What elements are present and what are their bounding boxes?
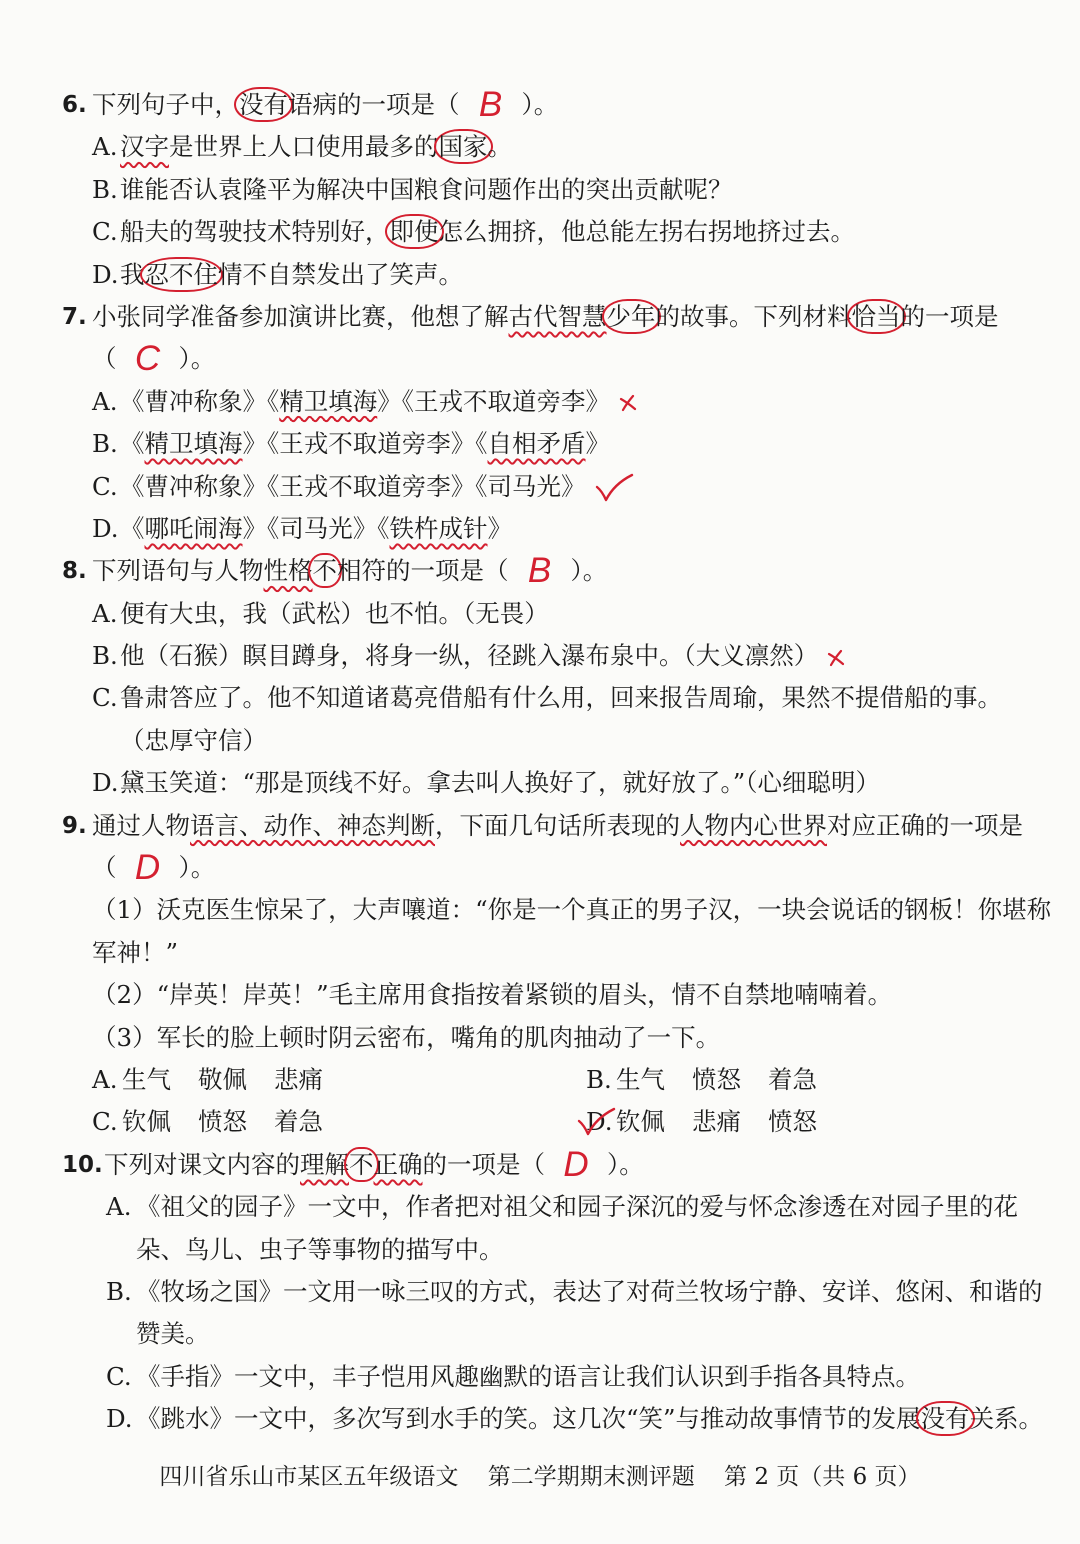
- option-label: C.: [92, 1107, 118, 1137]
- option-line: [120, 635, 1080, 677]
- option-row: [0, 1101, 1080, 1143]
- sub-item-line: [92, 889, 1080, 931]
- circled-text: 恰当: [847, 299, 906, 334]
- option-line: [136, 1271, 1080, 1313]
- question-9: [0, 805, 1080, 1144]
- option-10-b: [0, 1271, 1080, 1356]
- circled-text: 不: [344, 1147, 379, 1182]
- circled-text: 国家: [434, 129, 493, 164]
- text-segment: 的一项是: [422, 1149, 521, 1179]
- answer-blank-close: ）。: [178, 853, 216, 883]
- text-segment: 》《王戎不取道旁李》: [377, 386, 610, 416]
- option-label: C.: [92, 471, 118, 501]
- question-stem-line: [0, 847, 1080, 889]
- option-line: [120, 423, 1080, 465]
- option-word: 愤怒: [692, 1064, 741, 1094]
- text-segment: 谁能否认袁隆平为解决中国粮食问题作出的突出贡献呢？: [120, 174, 733, 204]
- option-label: D.: [586, 1107, 613, 1137]
- option-label: D.: [106, 1404, 133, 1434]
- question-10: [0, 1144, 1080, 1441]
- underlined-text: 汉字: [120, 132, 169, 162]
- option-9-a: [92, 1059, 586, 1101]
- text-segment: 怎么拥挤，他总能左拐右拐地挤过去。: [438, 217, 855, 247]
- circled-text: 忍不住: [140, 257, 224, 292]
- option-word: 着急: [768, 1064, 817, 1094]
- option-word: 生气: [122, 1064, 171, 1094]
- footer-exam-region: 四川省乐山市某区五年级语文: [159, 1464, 459, 1490]
- question-number: 9.: [62, 812, 87, 839]
- option-line: [136, 1356, 1080, 1398]
- option-label: A.: [106, 1192, 132, 1222]
- text-segment: 。: [487, 132, 512, 162]
- option-6-d: [0, 254, 1080, 296]
- question-number: 7.: [62, 303, 87, 330]
- answer-blank-close: ）。: [178, 344, 216, 374]
- option-line: [120, 169, 1080, 211]
- underlined-text: 正确: [373, 1149, 423, 1179]
- question-stem-line: [0, 296, 1080, 338]
- underlined-text: 精卫填海: [144, 429, 243, 459]
- option-label: A.: [92, 598, 118, 628]
- option-6-b: [0, 169, 1080, 211]
- option-10-a: [0, 1186, 1080, 1271]
- option-9-d: [586, 1101, 1080, 1143]
- underlined-text: 性格: [263, 556, 313, 586]
- question-stem-line: [0, 84, 1080, 126]
- text-segment: 《祖父的园子》一文中，作者把对祖父和园子深沉的爱与怀念渗透在对园子里的花: [136, 1192, 1018, 1222]
- question-6: [0, 84, 1080, 296]
- text-segment: 《: [120, 513, 145, 543]
- option-6-a: [0, 126, 1080, 168]
- circled-text: 没有: [234, 87, 293, 122]
- option-line: [120, 762, 1080, 804]
- answer-blank-open: （: [435, 90, 460, 119]
- underlined-text: 哪吒闹海: [144, 513, 243, 543]
- page-footer: [0, 1460, 1080, 1494]
- option-word: 敬佩: [198, 1064, 247, 1094]
- option-label: A.: [92, 132, 118, 162]
- option-9-c: [92, 1101, 586, 1143]
- text-segment: 的故事。下列材料: [655, 301, 852, 331]
- text-segment: 》《王戎不取道旁李》《: [242, 429, 488, 459]
- text-segment: 《曹冲称象》《王戎不取道旁李》《司马光》: [120, 471, 586, 501]
- text-segment: 沃克医生惊呆了，大声嚷道：“你是一个真正的男子汉，一块会说话的钢板！你堪称: [156, 895, 1052, 925]
- option-7-a: [0, 381, 1080, 423]
- text-segment: 》《司马光》《: [242, 513, 390, 543]
- option-line: [120, 508, 1080, 550]
- underlined-text: 人物内心世界: [680, 810, 827, 840]
- footer-page-number: 第 2 页（共 6 页）: [724, 1464, 921, 1490]
- text-segment: 《曹冲称象》《: [120, 386, 280, 416]
- option-label: D.: [92, 768, 119, 798]
- option-word: 悲痛: [274, 1064, 323, 1094]
- text-segment: 下列句子中，: [92, 90, 239, 119]
- sub-item-line: [92, 1017, 1080, 1059]
- text-segment: 《: [120, 429, 145, 459]
- text-segment: 关系。: [969, 1404, 1044, 1434]
- underlined-text: 精卫填海: [279, 386, 378, 416]
- circled-text: 没有: [916, 1401, 975, 1436]
- question-number: 10.: [62, 1151, 103, 1178]
- option-label: D.: [92, 513, 119, 543]
- text-segment: 《跳水》一文中，多次写到水手的笑。这几次“笑”与推动故事情节的发展: [136, 1404, 921, 1434]
- option-line: [120, 677, 1080, 719]
- option-line: [120, 466, 1080, 508]
- text-segment: 船夫的驾驶技术特别好，: [120, 217, 390, 247]
- underlined-text: 语言、动作、神态判断: [190, 810, 435, 840]
- text-segment: 鲁肃答应了。他不知道诸葛亮借船有什么用，回来报告周瑜，果然不提借船的事。: [120, 683, 1002, 713]
- answer-blank-open: （: [520, 1149, 545, 1179]
- text-segment: 军长的脸上顿时阴云密布，嘴角的肌肉抽动了一下。: [156, 1022, 721, 1052]
- option-line: [136, 1398, 1080, 1440]
- option-10-c: [0, 1356, 1080, 1398]
- question-stem-line: [0, 338, 1080, 380]
- cross-mark-icon: [618, 394, 638, 412]
- underlined-text: 铁杵成针: [389, 513, 488, 543]
- option-line: [120, 593, 1080, 635]
- underlined-text: 古代智慧: [508, 301, 607, 331]
- cross-mark-icon: [826, 649, 846, 667]
- option-word: 悲痛: [692, 1107, 741, 1137]
- sub-item-label: （2）: [92, 980, 157, 1010]
- option-7-c: [0, 466, 1080, 508]
- option-label: A.: [92, 386, 118, 416]
- question-stem-line: [0, 1144, 1080, 1186]
- option-line: [120, 254, 1080, 296]
- sub-item-label: （1）: [92, 895, 157, 925]
- question-7: [0, 296, 1080, 550]
- exam-page-content: [0, 84, 1080, 1441]
- text-segment: 下列语句与人物: [92, 556, 264, 586]
- text-segment: 他（石猴）瞑目蹲身，将身一纵，径跳入瀑布泉中。（大义凛然）: [120, 641, 819, 671]
- option-label: D.: [92, 259, 119, 289]
- underlined-text: 自相矛盾: [487, 429, 586, 459]
- sub-item-label: （3）: [92, 1022, 157, 1052]
- option-9-b: [586, 1059, 1080, 1101]
- text-segment: （忠厚守信）: [120, 725, 267, 755]
- question-number: 8.: [62, 558, 87, 585]
- text-segment: 》: [487, 513, 512, 543]
- circled-text: 不: [308, 553, 343, 588]
- question-stem-line: [0, 550, 1080, 592]
- check-mark-icon: [594, 473, 634, 503]
- handwritten-answer: D: [134, 848, 161, 888]
- handwritten-answer: B: [527, 551, 552, 591]
- option-line: [120, 720, 1080, 762]
- answer-blank-close: ）。: [570, 556, 608, 586]
- option-7-d: [0, 508, 1080, 550]
- footer-exam-term: 第二学期期末测评题: [487, 1464, 695, 1490]
- option-label: C.: [92, 217, 118, 247]
- text-segment: 我: [120, 259, 145, 289]
- answer-blank-close: ）。: [607, 1149, 644, 1179]
- handwritten-answer: B: [478, 85, 503, 124]
- option-word: 钦佩: [122, 1107, 171, 1137]
- option-10-d: [0, 1398, 1080, 1440]
- option-label: A.: [92, 1064, 118, 1094]
- option-line: [120, 381, 1080, 423]
- text-segment: 语病的一项是: [288, 90, 435, 119]
- answer-blank-open: （: [92, 853, 117, 883]
- option-label: C.: [92, 683, 118, 713]
- option-word: 愤怒: [198, 1107, 247, 1137]
- option-row: [0, 1059, 1080, 1101]
- answer-blank-open: （: [92, 344, 117, 374]
- option-word: 生气: [616, 1064, 665, 1094]
- sub-item-line: [92, 974, 1080, 1016]
- text-segment: 便有大虫，我（武松）也不怕。（无畏）: [120, 598, 549, 628]
- option-8-c: [0, 677, 1080, 762]
- text-segment: 《牧场之国》一文用一咏三叹的方式，表达了对荷兰牧场宁静、安详、悠闲、和谐的: [136, 1276, 1043, 1306]
- text-segment: “岸英！岸英！”毛主席用食指按着紧锁的眉头，情不自禁地喃喃着。: [156, 980, 893, 1010]
- option-line: [120, 126, 1080, 168]
- text-segment: 情不自禁发出了笑声。: [218, 259, 463, 289]
- circled-text: 即使: [385, 214, 444, 249]
- option-8-d: [0, 762, 1080, 804]
- option-label: B.: [92, 174, 118, 204]
- text-segment: 小张同学准备参加演讲比赛，他想了解: [92, 301, 509, 331]
- option-label: B.: [106, 1276, 132, 1306]
- text-segment: 下列对课文内容的: [104, 1149, 300, 1179]
- text-segment: 军神！”: [92, 937, 179, 967]
- option-8-b: [0, 635, 1080, 677]
- sub-item-line: [92, 932, 1080, 974]
- option-word: 愤怒: [768, 1107, 817, 1137]
- answer-blank-open: （: [484, 556, 509, 586]
- option-label: B.: [92, 641, 118, 671]
- option-word: 着急: [274, 1107, 323, 1137]
- text-segment: 赞美。: [136, 1319, 210, 1349]
- handwritten-answer: D: [563, 1144, 589, 1184]
- text-segment: 相符的一项是: [337, 556, 484, 586]
- text-segment: 是世界上人口使用最多的: [169, 132, 439, 162]
- text-segment: 朵、鸟儿、虫子等事物的描写中。: [136, 1234, 504, 1264]
- underlined-text: 理解: [300, 1149, 349, 1179]
- text-segment: 》: [585, 429, 610, 459]
- check-mark-icon: [576, 1107, 616, 1137]
- option-6-c: [0, 211, 1080, 253]
- sub-item-1: [0, 889, 1080, 974]
- question-8: [0, 550, 1080, 804]
- option-label: B.: [92, 429, 118, 459]
- option-8-a: [0, 593, 1080, 635]
- text-segment: ，下面几句话所表现的: [435, 810, 680, 840]
- sub-item-2: [0, 974, 1080, 1016]
- text-segment: 对应正确的一项是: [827, 810, 1023, 840]
- option-line: [136, 1186, 1080, 1228]
- sub-item-3: [0, 1017, 1080, 1059]
- option-label: C.: [106, 1361, 132, 1391]
- option-line: [136, 1313, 1080, 1355]
- question-stem-line: [0, 805, 1080, 847]
- option-word: 钦佩: [616, 1107, 665, 1137]
- text-segment: 的一项是: [900, 301, 999, 331]
- option-7-b: [0, 423, 1080, 465]
- question-number: 6.: [62, 92, 87, 118]
- text-segment: 黛玉笑道：“那是顶线不好。拿去叫人换好了，就好放了。”（心细聪明）: [120, 768, 881, 798]
- option-line: [136, 1229, 1080, 1271]
- text-segment: 《手指》一文中，丰子恺用风趣幽默的语言让我们认识到手指各具特点。: [136, 1361, 920, 1391]
- option-label: B.: [586, 1064, 612, 1094]
- circled-text: 少年: [602, 299, 661, 334]
- text-segment: 通过人物: [92, 810, 190, 840]
- handwritten-answer: C: [134, 339, 161, 379]
- option-line: [120, 211, 1080, 253]
- answer-blank-close: ）。: [521, 90, 559, 119]
